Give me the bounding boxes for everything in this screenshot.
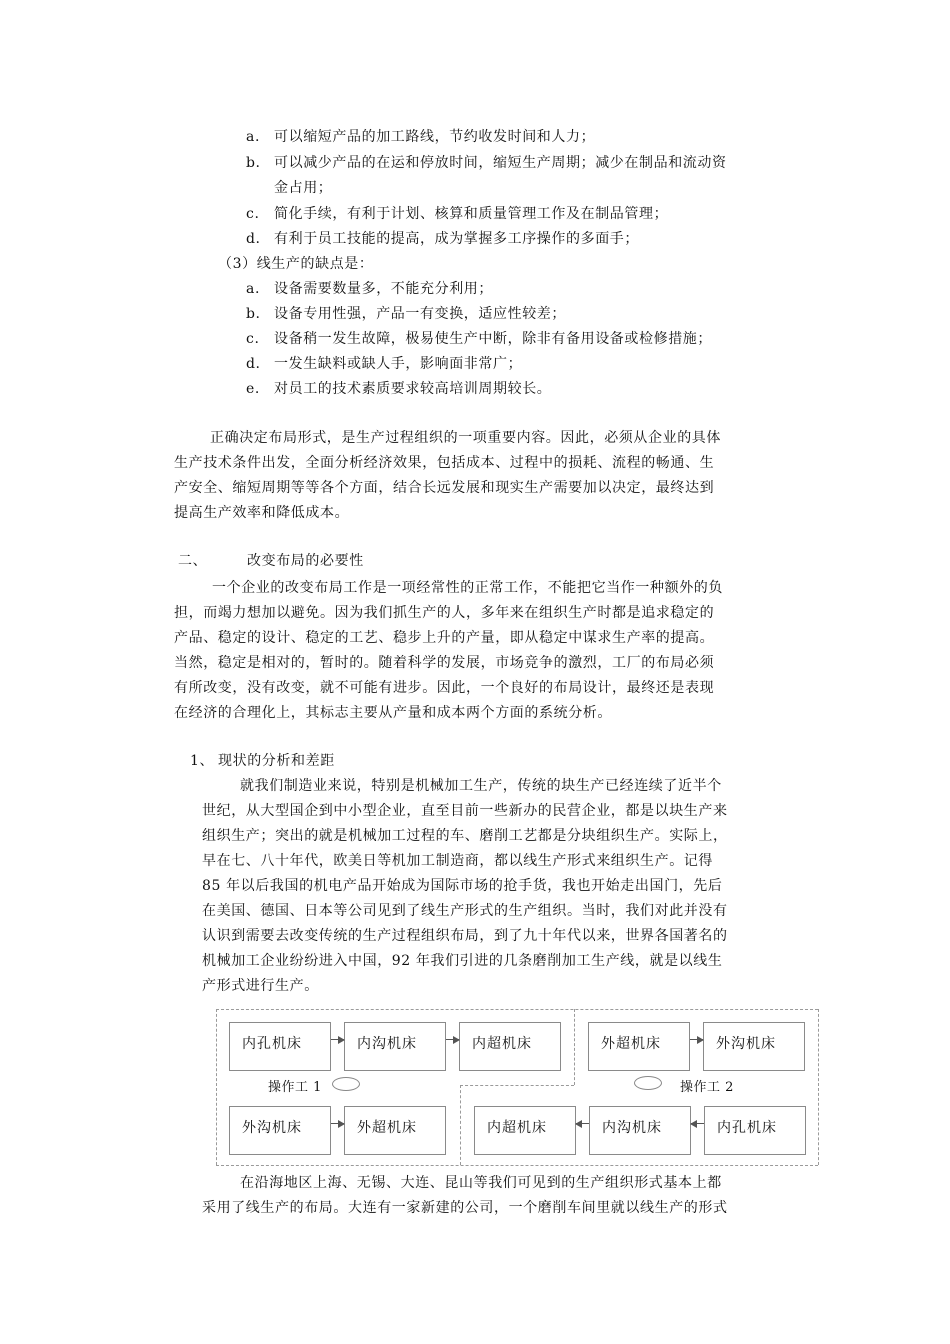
para3-line: 早在七、八十年代，欧美日等机加工制造商，都以线生产形式来组织生产。记得 bbox=[202, 853, 713, 869]
list-label: d. bbox=[246, 356, 261, 372]
para3-line: 在美国、德国、日本等公司见到了线生产形式的生产组织。当时，我们对此并没有 bbox=[202, 903, 728, 919]
list-text: 简化手续，有利于计划、核算和质量管理工作及在制品管理； bbox=[274, 206, 669, 222]
para2-line: 在经济的合理化上，其标志主要从产量和成本两个方面的系统分析。 bbox=[174, 705, 612, 721]
machine-box: 内沟机床 bbox=[589, 1106, 691, 1155]
para4-line: 采用了线生产的布局。大连有一家新建的公司，一个磨削车间里就以线生产的形式 bbox=[202, 1200, 728, 1216]
para3-line: 世纪，从大型国企到中小型企业，直至目前一些新办的民营企业，都是以块生产来 bbox=[202, 803, 728, 819]
list-text: 设备稍一发生故障，极易使生产中断，除非有备用设备或检修措施； bbox=[274, 331, 712, 347]
advantage-item-b bbox=[246, 153, 727, 173]
para1-line: 生产技术条件出发，全面分析经济效果，包括成本、过程中的损耗、流程的畅通、生 bbox=[174, 455, 715, 471]
machine-box: 内沟机床 bbox=[344, 1022, 446, 1071]
disadvantages-heading: （3）线生产的缺点是： bbox=[218, 256, 374, 272]
list-text: 一发生缺料或缺人手，影响面非常广； bbox=[274, 356, 523, 372]
list-text: 对员工的技术素质要求较高培训周期较长。 bbox=[274, 381, 552, 397]
disadvantage-item-c bbox=[246, 329, 712, 349]
para4-line: 在沿海地区上海、无锡、大连、昆山等我们可见到的生产组织形式基本上都 bbox=[240, 1175, 722, 1191]
diagram-divider bbox=[460, 1085, 574, 1086]
disadvantage-item-a bbox=[246, 279, 493, 299]
section-title: 改变布局的必要性 bbox=[247, 553, 364, 569]
list-text: 设备专用性强，产品一有变换，适应性较差； bbox=[274, 306, 566, 322]
list-text: 设备需要数量多，不能充分利用； bbox=[274, 281, 493, 297]
para3-line: 认识到需要去改变传统的生产过程组织布局，到了九十年代以来，世界各国著名的 bbox=[202, 928, 728, 944]
list-label: c. bbox=[246, 206, 260, 222]
list-label: b. bbox=[246, 155, 261, 171]
list-label: d. bbox=[246, 231, 261, 247]
machine-box: 内超机床 bbox=[474, 1106, 576, 1155]
subsection-number: 1、 bbox=[190, 753, 215, 769]
operator-icon bbox=[332, 1077, 360, 1091]
disadvantage-item-d bbox=[246, 354, 522, 374]
machine-box: 内孔机床 bbox=[229, 1022, 331, 1071]
flow-arrow-icon bbox=[690, 1039, 703, 1040]
diagram-divider bbox=[574, 1009, 575, 1085]
operator-icon bbox=[634, 1076, 662, 1090]
flow-arrow-icon bbox=[691, 1123, 704, 1124]
list-text: 可以减少产品的在运和停放时间，缩短生产周期；减少在制品和流动资 bbox=[274, 155, 727, 171]
machine-box: 内超机床 bbox=[459, 1022, 561, 1071]
list-label: a. bbox=[246, 129, 260, 145]
advantage-item-a bbox=[246, 127, 595, 147]
flow-arrow-icon bbox=[446, 1039, 459, 1040]
machine-box: 外超机床 bbox=[588, 1022, 690, 1071]
para1-line: 提高生产效率和降低成本。 bbox=[174, 505, 350, 521]
para3-line: 产形式进行生产。 bbox=[202, 978, 319, 994]
disadvantage-item-b bbox=[246, 304, 566, 324]
machine-box: 外超机床 bbox=[344, 1106, 446, 1155]
list-text: 有利于员工技能的提高，成为掌握多工序操作的多面手； bbox=[274, 231, 639, 247]
section-number: 二、 bbox=[178, 553, 208, 569]
subsection-title: 现状的分析和差距 bbox=[218, 753, 335, 769]
list-text: 可以缩短产品的加工路线，节约收发时间和人力； bbox=[274, 129, 596, 145]
operator-label: 操作工 1 bbox=[268, 1080, 322, 1095]
flow-arrow-icon bbox=[331, 1123, 344, 1124]
machine-box: 外沟机床 bbox=[703, 1022, 805, 1071]
diagram-frame-bottom bbox=[216, 1165, 818, 1166]
para1-line: 产安全、缩短周期等等各个方面，结合长远发展和现实生产需要加以决定，最终达到 bbox=[174, 480, 715, 496]
advantage-item-d bbox=[246, 229, 639, 249]
para3-line: 机械加工企业纷纷进入中国，92 年我们引进的几条磨削加工生产线，就是以线生 bbox=[202, 953, 723, 969]
list-label: c. bbox=[246, 331, 260, 347]
para1-line: 正确决定布局形式，是生产过程组织的一项重要内容。因此，必须从企业的具体 bbox=[210, 430, 721, 446]
flow-arrow-icon bbox=[331, 1039, 344, 1040]
operator-label: 操作工 2 bbox=[680, 1080, 734, 1095]
para2-line: 担，而竭力想加以避免。因为我们抓生产的人，多年来在组织生产时都是追求稳定的 bbox=[174, 605, 715, 621]
para2-line: 产品、稳定的设计、稳定的工艺、稳步上升的产量，即从稳定中谋求生产率的提高。 bbox=[174, 630, 715, 646]
list-label: a. bbox=[246, 281, 260, 297]
diagram-divider bbox=[460, 1085, 461, 1165]
advantage-item-c bbox=[246, 204, 668, 224]
disadvantage-item-e bbox=[246, 379, 551, 399]
para2-line: 有所改变，没有改变，就不可能有进步。因此，一个良好的布局设计，最终还是表现 bbox=[174, 680, 715, 696]
para2-line: 当然，稳定是相对的，暂时的。随着科学的发展，市场竞争的激烈，工厂的布局必须 bbox=[174, 655, 715, 671]
machine-box: 外沟机床 bbox=[229, 1106, 331, 1155]
diagram-frame-top bbox=[216, 1009, 818, 1010]
para3-line: 85 年以后我国的机电产品开始成为国际市场的抢手货，我也开始走出国门，先后 bbox=[202, 878, 723, 894]
advantage-item-b-continuation: 金占用； bbox=[274, 180, 333, 196]
para3-line: 组织生产；突出的就是机械加工过程的车、磨削工艺都是分块组织生产。实际上， bbox=[202, 828, 728, 844]
flow-arrow-icon bbox=[576, 1123, 589, 1124]
para3-line: 就我们制造业来说，特别是机械加工生产，传统的块生产已经连续了近半个 bbox=[240, 778, 722, 794]
machine-box: 内孔机床 bbox=[704, 1106, 806, 1155]
diagram-frame-right bbox=[818, 1009, 819, 1165]
para2-line: 一个企业的改变布局工作是一项经常性的正常工作，不能把它当作一种额外的负 bbox=[212, 580, 723, 596]
diagram-frame-left bbox=[216, 1009, 217, 1165]
list-label: b. bbox=[246, 306, 261, 322]
list-label: e. bbox=[246, 381, 260, 397]
